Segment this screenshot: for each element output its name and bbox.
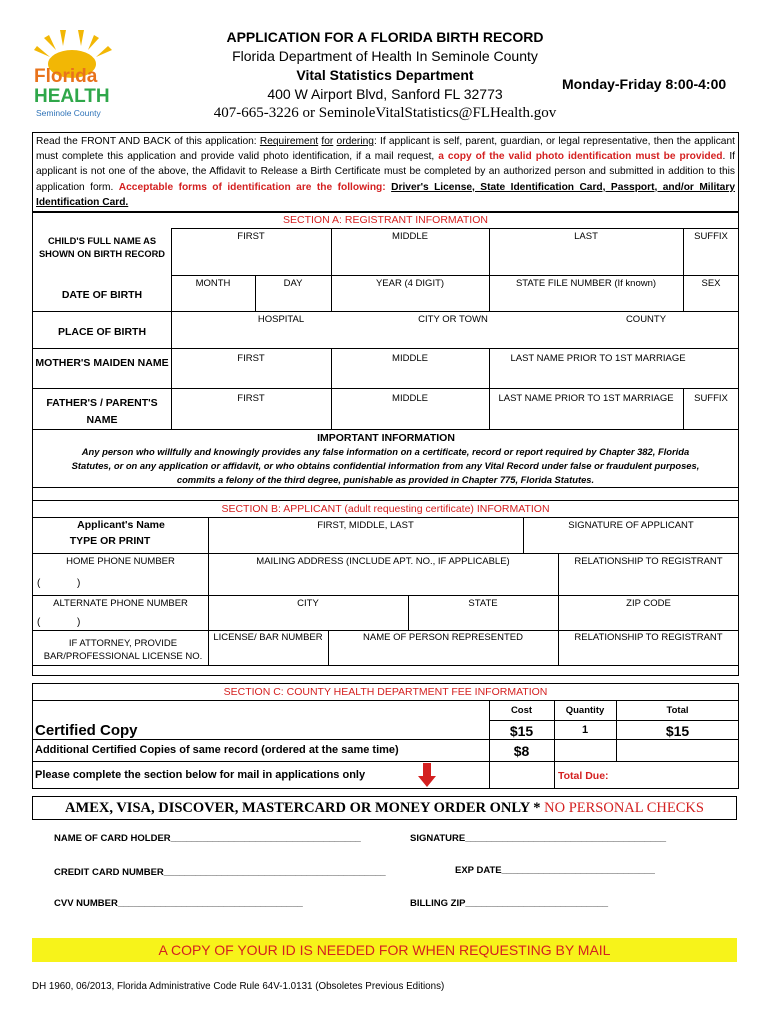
intro-red-1: a copy of the valid photo identification must be provided xyxy=(438,151,723,163)
field-dob-year[interactable]: YEAR (4 DIGIT) xyxy=(375,278,445,289)
office-hours: Monday-Friday 8:00-4:00 xyxy=(562,76,727,92)
fee-cost-header: Cost xyxy=(510,705,533,716)
field-child-first[interactable]: FIRST xyxy=(237,231,265,242)
important-title: IMPORTANT INFORMATION xyxy=(317,432,455,444)
label-child-name: CHILD'S FULL NAME AS SHOWN ON BIRTH RECORD xyxy=(38,236,166,259)
label-attorney: IF ATTORNEY, PROVIDE BAR/PROFESSIONAL LICENSE NO. xyxy=(43,638,203,662)
field-dob-month[interactable]: MONTH xyxy=(195,278,231,289)
field-city-b[interactable]: CITY xyxy=(297,598,319,609)
important-line-3: commits a felony of the third degree, punishable as provided in Chapter 775, Florida Statutes. xyxy=(176,474,595,485)
payment-methods xyxy=(32,796,737,820)
field-father-middle[interactable]: MIDDLE xyxy=(392,393,428,404)
home-phone-paren-close: ) xyxy=(77,578,81,589)
field-applicant-signature[interactable]: SIGNATURE OF APPLICANT xyxy=(568,520,694,531)
intro-text-1: Read the FRONT AND BACK of this application: xyxy=(36,136,257,147)
intro-ordering: ordering xyxy=(336,136,374,147)
alt-phone-paren-close: ) xyxy=(77,617,81,628)
label-type-print: TYPE OR PRINT xyxy=(69,535,151,547)
fee-quantity-header: Quantity xyxy=(565,705,605,716)
down-arrow-icon xyxy=(418,763,436,787)
id-notice-banner: A COPY OF YOUR ID IS NEEDED FOR WHEN REQUESTING BY MAIL xyxy=(32,938,737,962)
certified-copy-label: Certified Copy xyxy=(35,722,138,739)
field-child-last[interactable]: LAST xyxy=(574,231,598,242)
department: Florida Department of Health In Seminole County xyxy=(232,48,538,64)
section-c-title: SECTION C: COUNTY HEALTH DEPARTMENT FEE INFORMATION xyxy=(223,686,548,698)
fee-section xyxy=(32,683,739,789)
field-mother-first[interactable]: FIRST xyxy=(237,353,265,364)
label-alt-phone: ALTERNATE PHONE NUMBER xyxy=(53,598,188,609)
field-relationship[interactable]: RELATIONSHIP TO REGISTRANT xyxy=(574,556,723,567)
certified-quantity[interactable]: 1 xyxy=(581,724,589,736)
label-home-phone: HOME PHONE NUMBER xyxy=(66,556,175,567)
billing-zip-field[interactable]: BILLING ZIP___________________________ xyxy=(410,898,609,909)
label-father: FATHER'S / PARENT'S NAME xyxy=(46,397,158,426)
field-state-file-number[interactable]: STATE FILE NUMBER (If known) xyxy=(515,278,657,289)
total-due-label: Total Due: xyxy=(558,770,609,782)
intro-text-3: . If applicant is not one of the above, the Affidavit to Release a Birth Certificate must be completed by an authorized person and submitted in addition to this application form. xyxy=(36,151,735,193)
header xyxy=(190,28,580,123)
office-contact: 407-665-3226 or SeminoleVitalStatistics@FLHealth.gov xyxy=(213,105,557,121)
label-pob: PLACE OF BIRTH xyxy=(57,326,147,338)
credit-card-field[interactable]: CREDIT CARD NUMBER__________________________________________ xyxy=(54,867,386,878)
section-b-title: SECTION B: APPLICANT (adult requesting certificate) INFORMATION xyxy=(221,503,550,515)
card-holder-field[interactable]: NAME OF CARD HOLDER____________________________________ xyxy=(54,833,361,844)
field-child-suffix[interactable]: SUFFIX xyxy=(694,231,728,242)
field-mailing-address[interactable]: MAILING ADDRESS (INCLUDE APT. NO., IF APPLICABLE) xyxy=(256,556,510,567)
certified-cost: $15 xyxy=(509,723,534,739)
section-a-title: SECTION A: REGISTRANT INFORMATION xyxy=(283,214,488,226)
additional-copies-label: Additional Certified Copies of same record (ordered at the same time) xyxy=(35,744,399,756)
field-mother-last-prior[interactable]: LAST NAME PRIOR TO 1ST MARRIAGE xyxy=(510,353,686,364)
field-dob-day[interactable]: DAY xyxy=(283,278,303,289)
label-applicant-name: Applicant's Name xyxy=(77,519,165,531)
important-line-1: Any person who willfully and knowingly provides any false information on a certificate, record or report required by Chapter 382, Florida xyxy=(81,446,690,457)
label-dob: DATE OF BIRTH xyxy=(61,289,143,301)
no-personal-checks: NO PERSONAL CHECKS xyxy=(544,800,704,816)
cvv-field[interactable]: CVV NUMBER___________________________________ xyxy=(54,898,303,909)
field-hospital[interactable]: HOSPITAL xyxy=(257,314,305,325)
fee-total-header: Total xyxy=(666,705,689,716)
field-sex[interactable]: SEX xyxy=(701,278,721,289)
additional-cost: $8 xyxy=(513,743,530,759)
field-zip[interactable]: ZIP CODE xyxy=(626,598,671,609)
important-line-2: Statutes, or on any application or affidavit, or who obtains confidential information from any Vital Record under false or fraudulent purposes, xyxy=(71,460,700,471)
logo-county: Seminole County xyxy=(36,108,101,118)
field-father-first[interactable]: FIRST xyxy=(237,393,265,404)
registrant-applicant-grid xyxy=(32,212,739,676)
logo-word-florida: Florida xyxy=(34,66,98,87)
office-name: Vital Statistics Department xyxy=(296,67,474,83)
field-applicant-name[interactable]: FIRST, MIDDLE, LAST xyxy=(317,520,414,531)
office-address: 400 W Airport Blvd, Sanford FL 32773 xyxy=(267,86,503,102)
exp-date-field[interactable]: EXP DATE_____________________________ xyxy=(455,865,655,876)
field-child-middle[interactable]: MIDDLE xyxy=(392,231,428,242)
accepted-cards: AMEX, VISA, DISCOVER, MASTERCARD OR MONEY ORDER ONLY * xyxy=(65,800,541,816)
field-state[interactable]: STATE xyxy=(468,598,498,609)
intro-ids: Driver's License, State Identification Card, Passport, and/or Military Identification Card. xyxy=(36,181,735,208)
certified-total: $15 xyxy=(665,723,690,739)
intro-red-2: Acceptable forms of identification are the following: xyxy=(118,181,386,193)
field-license[interactable]: LICENSE/ BAR NUMBER xyxy=(213,632,323,643)
signature-field[interactable]: SIGNATURE______________________________________ xyxy=(410,833,667,844)
field-father-last-prior[interactable]: LAST NAME PRIOR TO 1ST MARRIAGE xyxy=(498,393,674,404)
intro-text-2: : If applicant is self, parent, guardian, or legal representative, then the applicant must complete this application and provide valid photo identification, if a mail request, xyxy=(36,136,735,163)
field-person-represented[interactable]: NAME OF PERSON REPRESENTED xyxy=(363,632,523,643)
label-mother: MOTHER'S MAIDEN NAME xyxy=(35,357,169,369)
logo-word-health: HEALTH xyxy=(34,86,110,107)
field-mother-middle[interactable]: MIDDLE xyxy=(392,353,428,364)
field-city[interactable]: CITY OR TOWN xyxy=(418,314,488,325)
intro-requirement: Requirement xyxy=(259,136,319,147)
home-phone-paren-open: ( xyxy=(37,578,41,589)
field-relationship-2[interactable]: RELATIONSHIP TO REGISTRANT xyxy=(574,632,723,643)
field-county[interactable]: COUNTY xyxy=(625,314,667,325)
instructions xyxy=(32,132,739,212)
alt-phone-paren-open: ( xyxy=(37,617,41,628)
mail-note: Please complete the section below for mail in applications only xyxy=(35,769,366,781)
intro-for: for xyxy=(321,136,334,147)
field-father-suffix[interactable]: SUFFIX xyxy=(694,393,728,404)
florida-health-logo xyxy=(30,30,118,124)
form-footer: DH 1960, 06/2013, Florida Administrative Code Rule 64V-1.0131 (Obsoletes Previous Editions) xyxy=(32,981,445,992)
form-title: APPLICATION FOR A FLORIDA BIRTH RECORD xyxy=(226,29,544,45)
